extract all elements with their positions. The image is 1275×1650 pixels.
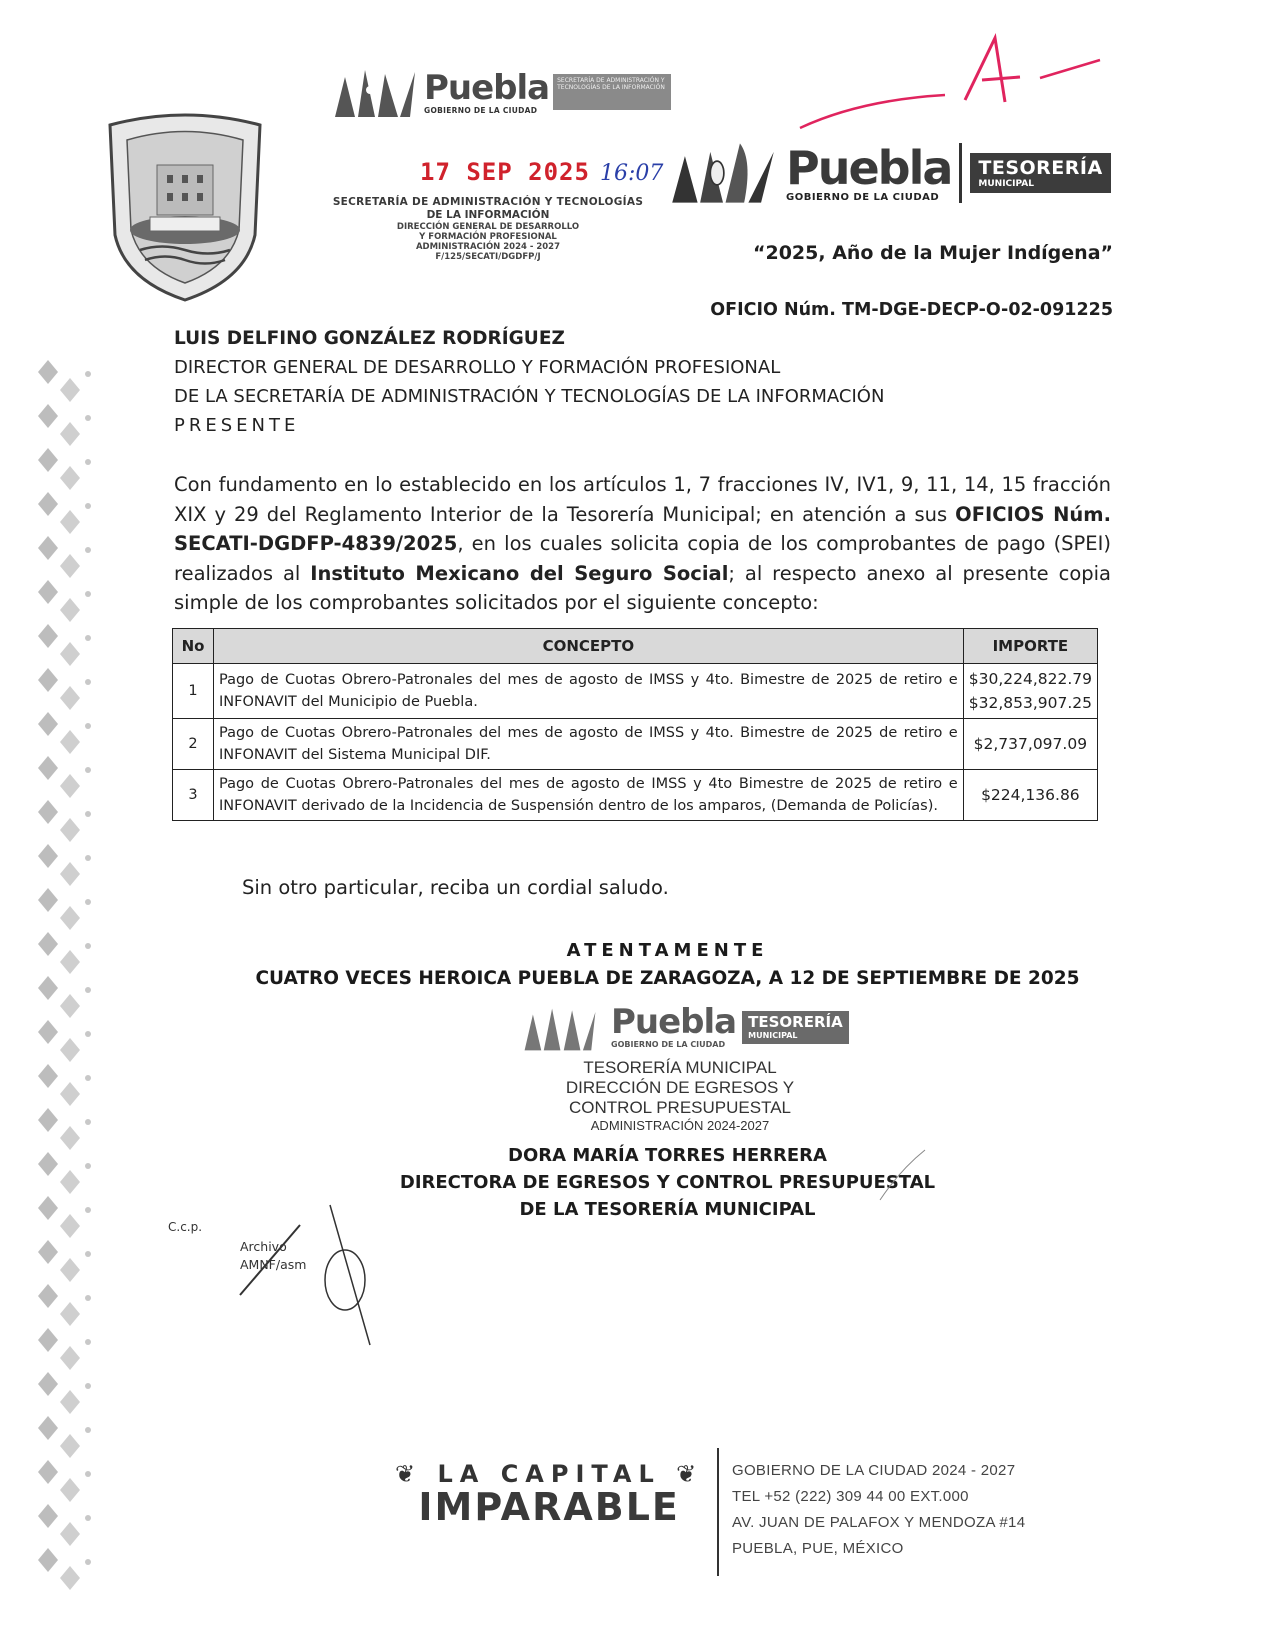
stamp-line: ADMINISTRACIÓN 2024 - 2027 (415, 242, 561, 252)
border-diamond (60, 1390, 80, 1414)
slogan-top-text: LA CAPITAL (437, 1460, 661, 1488)
seal-line: CONTROL PRESUPUESTAL (569, 1098, 791, 1117)
tesoreria-box (970, 153, 1110, 193)
border-diamond (38, 536, 58, 560)
received-stamp (318, 196, 658, 262)
secati-logo (330, 62, 671, 122)
border-diamond (38, 1064, 58, 1088)
stamp-line: SECRETARÍA DE ADMINISTRACIÓN Y TECNOLOGÍAS (332, 196, 644, 208)
puebla-emblem-icon (330, 62, 420, 122)
table-row (173, 719, 1098, 770)
border-diamond (60, 1478, 80, 1502)
seal-logo-subtitle: GOBIERNO DE LA CIUDAD (611, 1040, 726, 1049)
footer-contact (732, 1458, 1025, 1562)
seal-line: ADMINISTRACIÓN 2024-2027 (590, 1118, 770, 1133)
row-concepto: Pago de Cuotas Obrero-Patronales del mes de agosto de IMSS y 4to. Bimestre de 2025 de retiro e INFONAVIT del Sistema Municipal DIF. (214, 719, 964, 770)
logo-divider (959, 143, 962, 203)
border-diamond (60, 906, 80, 930)
border-diamond (60, 1302, 80, 1326)
border-diamond (38, 580, 58, 604)
border-diamond (38, 800, 58, 824)
importe-value: $2,737,097.09 (973, 735, 1088, 753)
body-imss-ref: Instituto Mexicano del Seguro Social (310, 561, 729, 585)
border-dot (85, 1119, 91, 1125)
column-header-no: No (173, 629, 214, 664)
tesoreria-box-title: TESORERÍA (978, 157, 1103, 179)
border-dot (85, 1427, 91, 1433)
addressee-name: LUIS DELFINO GONZÁLEZ RODRÍGUEZ (174, 328, 565, 349)
border-dot (85, 1559, 91, 1565)
year-motto: “2025, Año de la Mujer Indígena” (753, 242, 1113, 264)
border-diamond (60, 554, 80, 578)
border-diamond (38, 448, 58, 472)
initials-stroke (330, 1205, 370, 1345)
row-concepto: Pago de Cuotas Obrero-Patronales del mes de agosto de IMSS y 4to Bimestre de 2025 de retiro e INFONAVIT derivado de la Incidencia de Suspensión dentro de los amparos, (Demanda de Policías). (214, 770, 964, 821)
border-diamond (60, 686, 80, 710)
signer-title: DE LA TESORERÍA MUNICIPAL (519, 1199, 816, 1220)
border-diamond (60, 422, 80, 446)
secati-logo-word: Puebla (424, 67, 550, 108)
border-diamond (60, 642, 80, 666)
seal-box-title: TESORERÍA (748, 1012, 843, 1031)
border-dot (85, 811, 91, 817)
stamp-date: 17 SEP 2025 (420, 158, 590, 186)
border-diamond (60, 598, 80, 622)
importe-value: $32,853,907.25 (968, 694, 1092, 712)
border-diamond (60, 378, 80, 402)
border-diamond (38, 1372, 58, 1396)
ccp-label: C.c.p. (168, 1220, 203, 1234)
table-header-row (173, 629, 1098, 664)
pink-mark-stroke (800, 95, 945, 128)
tesoreria-logo (668, 135, 1111, 211)
border-diamond (38, 668, 58, 692)
row-no: 3 (173, 770, 214, 821)
payments-table (172, 628, 1098, 821)
official-seal-text (520, 1058, 840, 1134)
secati-logo-subtitle: GOBIERNO DE LA CIUDAD (424, 105, 538, 115)
stamp-line: DIRECCIÓN GENERAL DE DESARROLLO (396, 222, 580, 232)
slogan-bottom: IMPARABLE (418, 1485, 680, 1529)
border-diamond (60, 774, 80, 798)
coat-of-arms-icon (95, 105, 275, 305)
border-diamond (60, 1346, 80, 1370)
border-diamond (60, 1522, 80, 1546)
border-diamond (60, 730, 80, 754)
wing-right-icon: ❦ (676, 1460, 704, 1488)
border-diamond (60, 1082, 80, 1106)
tesoreria-box-subtitle: MUNICIPAL (978, 179, 1034, 189)
border-dot (85, 503, 91, 509)
body-text: ; al respecto anexo al presente copia simple de los comprobantes solicitados por el siguiente concepto: (174, 561, 1111, 614)
oficio-number: OFICIO Núm. TM-DGE-DECP-O-02-091225 (710, 300, 1113, 320)
body-oficios-ref: OFICIOS Núm. SECATI-DGDFP-4839/2025 (174, 502, 1112, 555)
row-importe (963, 664, 1097, 719)
signer-title: DIRECTORA DE EGRESOS Y CONTROL PRESUPUESTAL (399, 1172, 936, 1193)
border-diamond (38, 756, 58, 780)
footer-slogan-logo (395, 1460, 704, 1529)
border-diamond (38, 1416, 58, 1440)
border-dot (85, 855, 91, 861)
ccp-list (240, 1238, 306, 1274)
place-date: CUATRO VECES HEROICA PUEBLA DE ZARAGOZA, A 12 DE SEPTIEMBRE DE 2025 (255, 968, 1080, 989)
border-diamond (38, 1460, 58, 1484)
border-dot (85, 415, 91, 421)
seal-line: DIRECCIÓN DE EGRESOS Y (565, 1078, 795, 1097)
footer-contact-line: AV. JUAN DE PALAFOX Y MENDOZA #14 (732, 1514, 1026, 1531)
border-dot (85, 635, 91, 641)
border-diamond (38, 624, 58, 648)
footer-contact-line: GOBIERNO DE LA CIUDAD 2024 - 2027 (732, 1462, 1016, 1479)
addressee-block (174, 324, 884, 440)
row-no: 1 (173, 664, 214, 719)
ccp-item: AMNF/asm (240, 1257, 307, 1272)
handwritten-time: 16:07 (599, 161, 664, 186)
tesoreria-logo-subtitle: GOBIERNO DE LA CIUDAD (786, 191, 940, 203)
wing-left-icon: ❦ (395, 1460, 423, 1488)
stamp-line: Y FORMACIÓN PROFESIONAL (419, 232, 557, 242)
border-diamond (60, 862, 80, 886)
row-importe (963, 719, 1097, 770)
tesoreria-logo-word: Puebla (786, 140, 952, 195)
border-dot (85, 1251, 91, 1257)
importe-value: $224,136.86 (981, 786, 1080, 804)
received-stamp-date-row (420, 158, 664, 187)
border-diamond (60, 818, 80, 842)
border-diamond (60, 1038, 80, 1062)
table-row (173, 770, 1098, 821)
border-diamond (38, 360, 58, 384)
border-diamond (38, 1108, 58, 1132)
signer-name: DORA MARÍA TORRES HERRERA (508, 1145, 827, 1166)
secati-logo-box: SECRETARÍA DE ADMINISTRACIÓN Y TECNOLOGÍAS DE LA INFORMACIÓN (553, 74, 671, 110)
border-dot (85, 1075, 91, 1081)
border-dot (85, 767, 91, 773)
border-dot (85, 1295, 91, 1301)
column-header-importe: IMPORTE (963, 629, 1097, 664)
border-diamond (38, 492, 58, 516)
border-dot (85, 1471, 91, 1477)
border-dot (85, 679, 91, 685)
footer-divider (717, 1448, 719, 1576)
border-dot (85, 1383, 91, 1389)
border-diamond (60, 1434, 80, 1458)
border-dot (85, 547, 91, 553)
border-diamond (38, 844, 58, 868)
border-diamond (38, 888, 58, 912)
body-paragraph (174, 470, 1111, 618)
addressee-title: DIRECTOR GENERAL DE DESARROLLO Y FORMACIÓN PROFESIONAL (174, 357, 781, 378)
footer-contact-line: PUEBLA, PUE, MÉXICO (732, 1540, 904, 1557)
border-diamond (38, 1504, 58, 1528)
seal-box (742, 1011, 849, 1044)
border-dot (85, 1031, 91, 1037)
border-diamond (60, 466, 80, 490)
border-dot (85, 1339, 91, 1345)
pink-mark-stroke (1040, 60, 1100, 78)
ccp-item: Archivo (240, 1239, 287, 1254)
importe-value: $30,224,822.79 (968, 670, 1092, 688)
pink-mark-letter (965, 38, 1020, 102)
row-concepto: Pago de Cuotas Obrero-Patronales del mes de agosto de IMSS y 4to. Bimestre de 2025 de retiro e INFONAVIT del Municipio de Puebla. (214, 664, 964, 719)
column-header-concepto: CONCEPTO (214, 629, 964, 664)
signer-block (0, 1142, 1275, 1223)
border-diamond (38, 1284, 58, 1308)
initials-loop (325, 1250, 365, 1310)
body-text: , en los cuales solicita copia de los comprobantes de pago (SPEI) realizados al (174, 532, 1111, 585)
addressee-presente: PRESENTE (174, 415, 300, 436)
border-diamond (38, 404, 58, 428)
seal-box-subtitle: MUNICIPAL (748, 1030, 798, 1040)
border-diamond (60, 1258, 80, 1282)
footer-contact-line: TEL +52 (222) 309 44 00 EXT.000 (732, 1488, 969, 1505)
border-diamond (60, 510, 80, 534)
border-dot (85, 899, 91, 905)
row-no: 2 (173, 719, 214, 770)
row-importe (963, 770, 1097, 821)
atentamente-label: ATENTAMENTE (566, 940, 769, 961)
border-dot (85, 1515, 91, 1521)
stamp-line: DE LA INFORMACIÓN (426, 209, 550, 221)
puebla-emblem-icon (515, 1002, 605, 1052)
seal-logo-word: Puebla (611, 1002, 737, 1042)
closing-salutation: Sin otro particular, reciba un cordial saludo. (242, 876, 669, 899)
border-diamond (38, 1328, 58, 1352)
border-dot (85, 723, 91, 729)
official-seal-logo (515, 1002, 849, 1052)
border-diamond (38, 1548, 58, 1572)
border-dot (85, 371, 91, 377)
seal-line: TESORERÍA MUNICIPAL (583, 1058, 777, 1077)
border-diamond (38, 1240, 58, 1264)
border-diamond (38, 1020, 58, 1044)
slogan-top (395, 1460, 703, 1488)
border-dot (85, 459, 91, 465)
border-diamond (60, 1566, 80, 1590)
puebla-emblem-icon (668, 135, 778, 211)
addressee-title: DE LA SECRETARÍA DE ADMINISTRACIÓN Y TECNOLOGÍAS DE LA INFORMACIÓN (174, 386, 885, 407)
border-diamond (60, 994, 80, 1018)
border-diamond (38, 712, 58, 736)
stamp-line: F/125/SECATI/DGDFP/J (435, 252, 541, 262)
body-text: Con fundamento en lo establecido en los artículos 1, 7 fracciones IV, IV1, 9, 11, 14, 15 fracción XIX y 29 del Reglamento Interior de la Tesorería Municipal; en atención a sus (174, 473, 1111, 526)
border-dot (85, 591, 91, 597)
table-row (173, 664, 1098, 719)
